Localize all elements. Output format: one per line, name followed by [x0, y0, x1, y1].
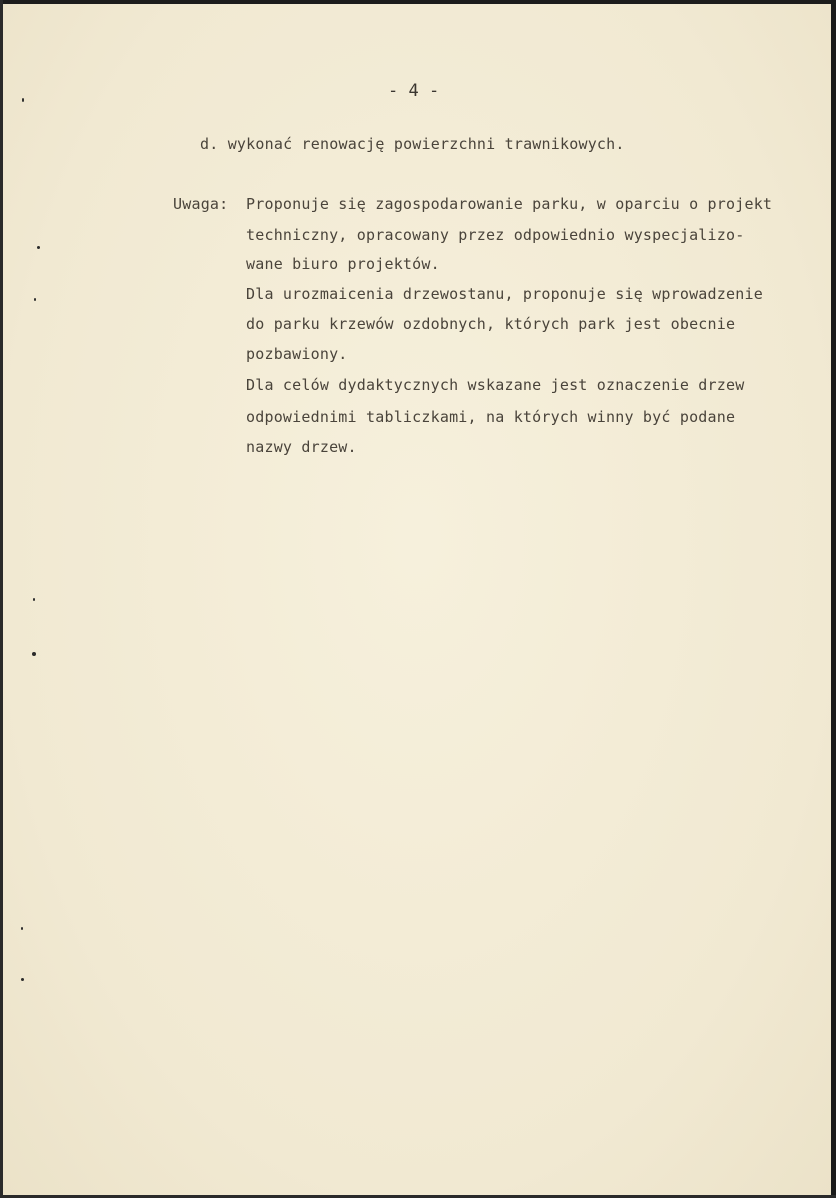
- scan-speck: [21, 978, 24, 981]
- note-line: wane biuro projektów.: [246, 255, 440, 273]
- scan-speck: [22, 98, 24, 102]
- note-line: odpowiednimi tabliczkami, na których winny być podane: [246, 408, 736, 426]
- scan-speck: [33, 598, 35, 601]
- note-line: Proponuje się zagospodarowanie parku, w oparciu o projekt: [246, 195, 773, 213]
- note-line: Dla celów dydaktycznych wskazane jest oznaczenie drzew: [246, 376, 745, 394]
- scan-border-top: [0, 0, 836, 4]
- item-d-text: d. wykonać renowację powierzchni trawnikowych.: [200, 135, 625, 153]
- page-number: - 4 -: [388, 81, 440, 101]
- note-line: Dla urozmaicenia drzewostanu, proponuje się wprowadzenie: [246, 285, 763, 303]
- scan-border-left: [0, 0, 3, 1198]
- scan-speck: [34, 298, 36, 301]
- scan-border-right: [831, 0, 836, 1198]
- note-line: pozbawiony.: [246, 345, 348, 363]
- note-line: techniczny, opracowany przez odpowiednio wyspecjalizo-: [246, 226, 745, 244]
- scan-speck: [37, 246, 40, 249]
- note-line: nazwy drzew.: [246, 438, 357, 456]
- note-label: Uwaga:: [173, 195, 229, 213]
- scan-speck: [21, 927, 23, 930]
- note-line: do parku krzewów ozdobnych, których park jest obecnie: [246, 315, 736, 333]
- scan-speck: [32, 652, 36, 656]
